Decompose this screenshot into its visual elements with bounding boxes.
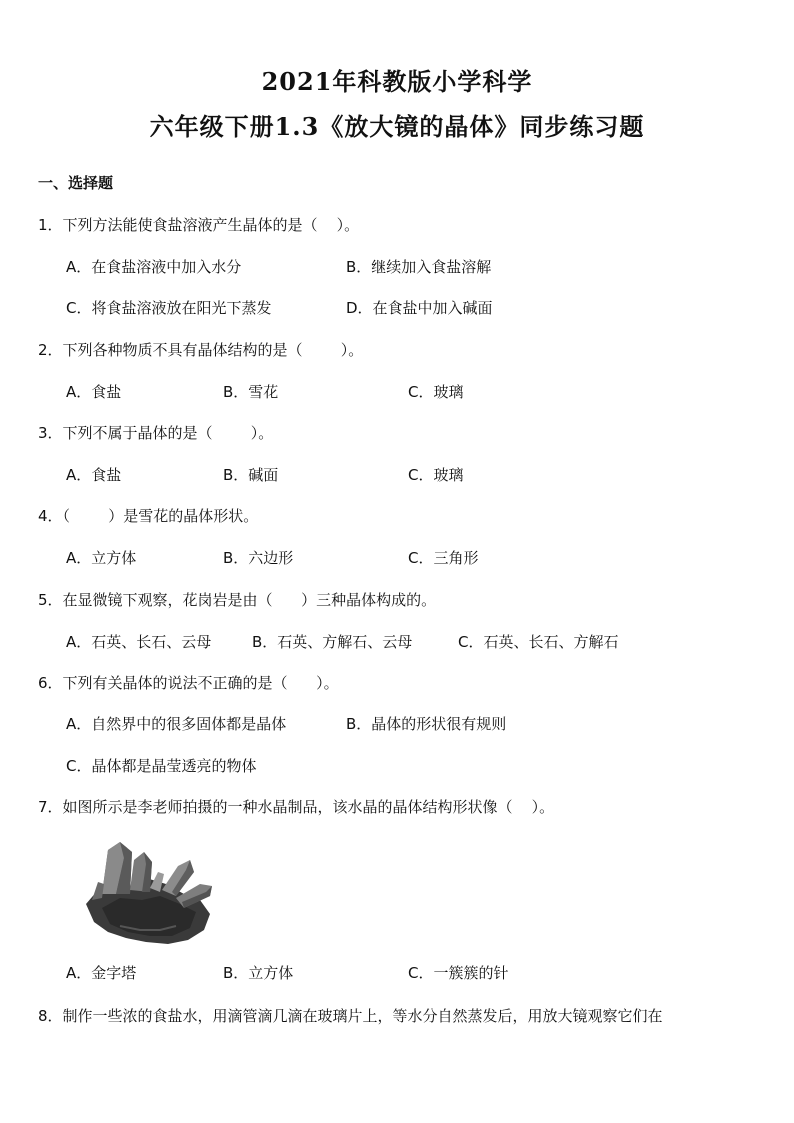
question-3-stem: 3．下列不属于晶体的是（ ）。 [38, 424, 274, 442]
question-1-stem: 1．下列方法能使食盐溶液产生晶体的是（ ）。 [38, 216, 360, 234]
question-7-stem: 7．如图所示是李老师拍摄的一种水晶制品，该水晶的晶体结构形状像（ ）。 [38, 798, 555, 816]
question-1-option-d: D．在食盐中加入碱面 [346, 299, 493, 317]
question-4-option-b: B．六边形 [223, 549, 294, 567]
question-7-option-b: B．立方体 [223, 964, 294, 982]
question-2-option-b: B．雪花 [223, 383, 279, 401]
question-5-stem: 5．在显微镜下观察，花岗岩是由（ ）三种晶体构成的。 [38, 591, 437, 609]
question-2-option-a: A．食盐 [66, 383, 122, 401]
question-5-option-a: A．石英、长石、云母 [66, 633, 212, 651]
question-5-option-c: C．石英、长石、方解石 [458, 633, 619, 651]
question-6-option-c: C．晶体都是晶莹透亮的物体 [66, 757, 257, 775]
question-1-option-a: A．在食盐溶液中加入水分 [66, 258, 242, 276]
page-subtitle: 六年级下册1.3《放大镜的晶体》同步练习题 [149, 112, 645, 141]
question-1-option-c: C．将食盐溶液放在阳光下蒸发 [66, 299, 272, 317]
question-6-option-a: A．自然界中的很多固体都是晶体 [66, 715, 287, 733]
section-heading: 一、选择题 [38, 174, 114, 192]
question-6-option-b: B．晶体的形状很有规则 [346, 715, 507, 733]
question-3-option-b: B．碱面 [223, 466, 279, 484]
page-title: 2021年科教版小学科学 [261, 67, 533, 96]
question-4-option-c: C．三角形 [408, 549, 479, 567]
crystal-photo [80, 838, 220, 948]
question-2-stem: 2．下列各种物质不具有晶体结构的是（ ）。 [38, 341, 364, 359]
question-7-option-c: C．一簇簇的针 [408, 964, 509, 982]
question-4-option-a: A．立方体 [66, 549, 137, 567]
question-4-stem: 4．（ ）是雪花的晶体形状。 [38, 507, 259, 525]
question-3-option-a: A．食盐 [66, 466, 122, 484]
question-3-option-c: C．玻璃 [408, 466, 464, 484]
question-6-stem: 6．下列有关晶体的说法不正确的是（ ）。 [38, 674, 339, 692]
question-2-option-c: C．玻璃 [408, 383, 464, 401]
question-5-option-b: B．石英、方解石、云母 [252, 633, 413, 651]
question-8-stem: 8．制作一些浓的食盐水，用滴管滴几滴在玻璃片上，等水分自然蒸发后，用放大镜观察它们在 [38, 1007, 663, 1025]
question-1-option-b: B．继续加入食盐溶解 [346, 258, 492, 276]
question-7-option-a: A．金字塔 [66, 964, 137, 982]
